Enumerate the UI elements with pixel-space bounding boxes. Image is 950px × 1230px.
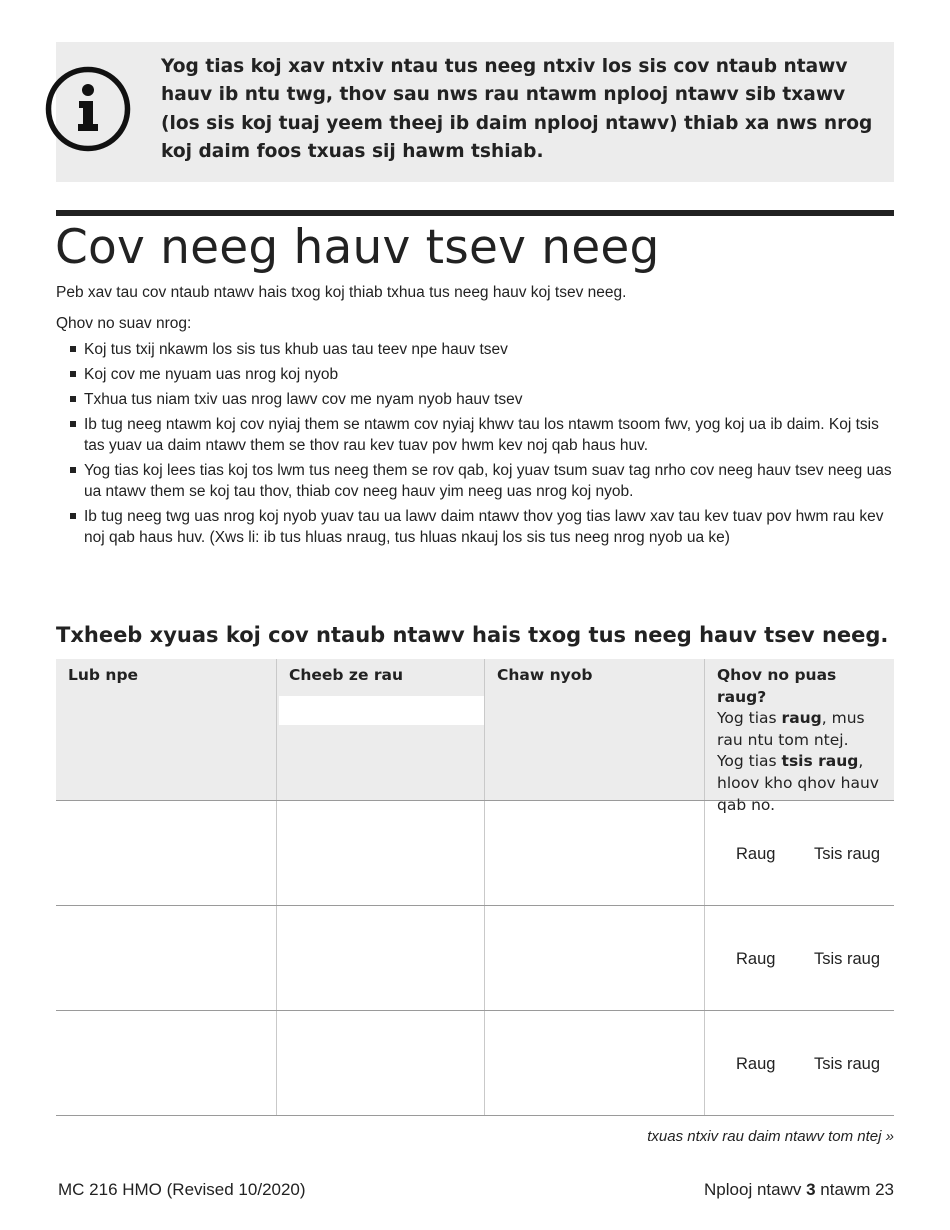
no-option[interactable]: Tsis raug xyxy=(814,950,881,968)
table-header xyxy=(56,659,894,814)
page-title: Cov neeg hauv tsev neeg xyxy=(55,220,660,275)
no-option[interactable]: Tsis raug xyxy=(814,1055,881,1073)
info-icon xyxy=(45,66,131,152)
yes-option[interactable]: Raug xyxy=(736,1055,776,1073)
col-header-correct: Qhov no puas raug? Yog tias raug, mus rau ntu tom ntej. Yog tias tsis raug, hloov kho qhov hauv qab no. xyxy=(705,659,894,800)
form-id: MC 216 HMO (Revised 10/2020) xyxy=(58,1180,306,1199)
list-item-text: Ib tug neeg twg uas nrog koj nyob yuav tau ua lawv daim ntawv thov yog tias lawv xav tau kev tuav pov hwm rau kev noj qab haus huv. (Xws li: ib tus hluas nraug, tus hluas nkauj los sis tus neeg nrog nyob ua ke) xyxy=(84,508,884,546)
name-cell[interactable] xyxy=(56,801,276,905)
list-item-text: Ib tug neeg ntawm koj cov nyiaj them se ntawm cov nyiaj khwv tau los ntawm tsoom fwv, yog koj ua ib daim. Koj tsis tas yuav ua daim ntawv them se thov rau kev tuav pov hwm kev noj qab haus huv. xyxy=(84,416,879,454)
bullet-square-icon xyxy=(70,396,76,402)
list-item xyxy=(70,389,898,410)
address-cell[interactable] xyxy=(485,906,704,1010)
list-item-text: Txhua tus niam txiv uas nrog lawv cov me nyam nyob hauv tsev xyxy=(84,391,523,408)
list-item xyxy=(70,414,898,456)
col-header-address: Chaw nyob xyxy=(497,666,593,684)
column-divider xyxy=(704,1011,705,1115)
section-divider xyxy=(56,210,894,216)
table-row xyxy=(56,1011,894,1116)
column-divider xyxy=(704,801,705,905)
household-members-list xyxy=(70,339,898,552)
correct-instruction-no: Yog tias tsis raug, hloov kho qhov hauv qab no. xyxy=(717,752,879,814)
table-heading: Txheeb xyuas koj cov ntaub ntawv hais txog tus neeg hauv tsev neeg. xyxy=(56,623,889,647)
dob-cell[interactable] xyxy=(277,801,484,905)
household-table xyxy=(56,659,894,1116)
bullet-square-icon xyxy=(70,467,76,473)
continue-note: txuas ntxiv rau daim ntawv tom ntej » xyxy=(647,1128,894,1145)
notice-text: Yog tias koj xav ntxiv ntau tus neeg ntxiv los sis cov ntaub ntawv hauv ib ntu twg, thov sau nws rau ntawm nplooj ntawv sib txawv (los sis koj tuaj yeem theej ib daim nplooj ntawv) thiab xa nws nrog koj daim foos txuas sij hawm tshiab. xyxy=(161,56,873,162)
yes-option[interactable]: Raug xyxy=(736,950,776,968)
dob-header-input[interactable] xyxy=(279,696,485,725)
no-option[interactable]: Tsis raug xyxy=(814,845,881,863)
table-row xyxy=(56,906,894,1011)
column-divider xyxy=(704,906,705,1010)
name-cell[interactable] xyxy=(56,1011,276,1115)
bullet-square-icon xyxy=(70,513,76,519)
list-item xyxy=(70,506,898,548)
bullets-label: Qhov no suav nrog: xyxy=(56,315,192,332)
list-item xyxy=(70,364,898,385)
table-row xyxy=(56,801,894,906)
list-item-text: Koj cov me nyuam uas nrog koj nyob xyxy=(84,366,339,383)
bullet-square-icon xyxy=(70,371,76,377)
section-intro: Peb xav tau cov ntaub ntawv hais txog koj thiab txhua tus neeg hauv koj tsev neeg. xyxy=(56,284,627,301)
col-header-dob: Cheeb ze rau xyxy=(289,666,403,684)
dob-cell[interactable] xyxy=(277,1011,484,1115)
name-cell[interactable] xyxy=(56,906,276,1010)
dob-cell[interactable] xyxy=(277,906,484,1010)
list-item xyxy=(70,339,898,360)
address-cell[interactable] xyxy=(485,801,704,905)
correct-instruction-yes: Yog tias raug, mus rau ntu tom ntej. xyxy=(717,709,865,749)
page-number: Nplooj ntawv 3 ntawm 23 xyxy=(704,1180,894,1199)
address-cell[interactable] xyxy=(485,1011,704,1115)
list-item-text: Yog tias koj lees tias koj tos lwm tus neeg them se rov qab, koj yuav tsum suav tag nrho cov neeg hauv tsev neeg uas ua ntawv them se koj tau thov, thiab cov neeg hauv yim neeg uas nrog koj nyob. xyxy=(84,462,892,500)
list-item xyxy=(70,460,898,502)
col-header-name: Lub npe xyxy=(68,666,139,684)
yes-option[interactable]: Raug xyxy=(736,845,776,863)
bullet-square-icon xyxy=(70,346,76,352)
bullet-square-icon xyxy=(70,421,76,427)
list-item-text: Koj tus txij nkawm los sis tus khub uas tau teev npe hauv tsev xyxy=(84,341,508,358)
